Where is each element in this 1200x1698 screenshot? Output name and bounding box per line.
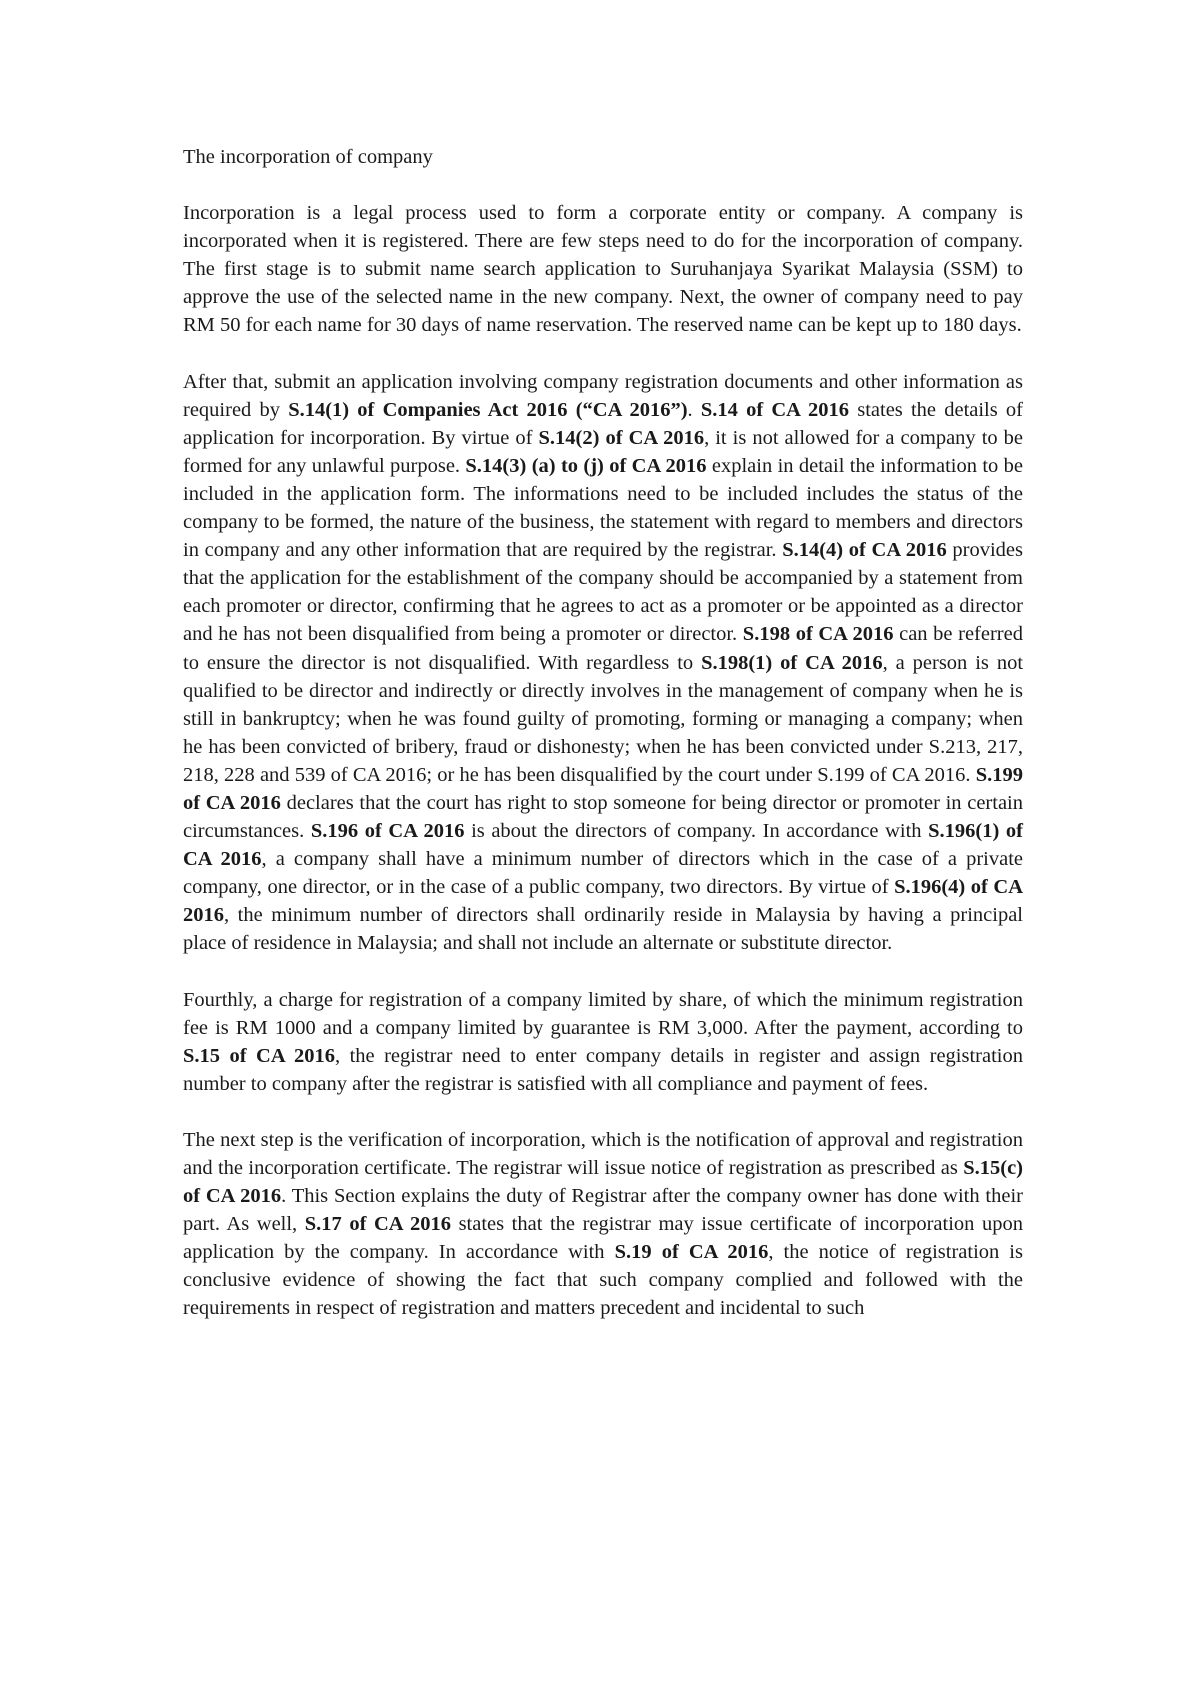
text-run: .: [687, 398, 701, 421]
text-run: , the minimum number of directors shall ordinarily reside in Malaysia by having a principal place of residence in Malaysia; and shall not include an alternate or substitute director.: [183, 904, 1023, 955]
legal-citation: S.196(1) of CA 2016: [183, 820, 1023, 871]
legal-citation: S.198 of CA 2016: [742, 623, 894, 646]
legal-citation: S.14(2) of CA 2016: [538, 426, 705, 449]
text-run: is about the directors of company. In accordance with: [464, 820, 929, 843]
legal-citation: S.14(1) of Companies Act 2016 (“CA 2016”): [288, 398, 688, 421]
text-run: . This Section explains the duty of Registrar after the company owner has done with their part. As well,: [183, 1185, 1023, 1236]
text-run: states the details of application for incorporation. By virtue of: [183, 398, 1023, 449]
legal-citation: S.198(1) of CA 2016: [701, 651, 883, 674]
text-run: Incorporation is a legal process used to form a corporate entity or company. A company is incorporated when it is registered. There are few steps need to do for the incorporation of company. The first stage is to submit name search application to Suruhanjaya Syarikat Malaysia (SSM) to approve the use of the selected name in the new company. Next, the owner of company need to pay RM 50 for each name for 30 days of name reservation. The reserved name can be kept up to 180 days.: [183, 202, 1023, 337]
document-title: The incorporation of company: [183, 146, 433, 168]
text-run: can be referred to ensure the director is not disqualified. With regardless to: [183, 623, 1023, 674]
legal-citation: S.15 of CA 2016: [183, 1044, 335, 1067]
legal-citation: S.15(c) of CA 2016: [183, 1157, 1023, 1208]
paragraph-4: [183, 1126, 1023, 1323]
text-run: , the registrar need to enter company details in register and assign registration number to company after the registrar is satisfied with all compliance and payment of fees.: [183, 1044, 1023, 1095]
paragraph-1: [183, 199, 1023, 339]
legal-citation: S.196 of CA 2016: [310, 820, 465, 843]
text-run: explain in detail the information to be included in the application form. The informations need to be included includes the status of the company to be formed, the nature of the business, the statement with regard to members and directors in company and any other information that are required by the registrar.: [183, 454, 1023, 562]
legal-citation: S.14(4) of CA 2016: [782, 539, 947, 562]
paragraph-3: [183, 986, 1023, 1098]
legal-citation: S.14 of CA 2016: [700, 398, 850, 421]
legal-citation: S.196(4) of CA 2016: [183, 876, 1023, 927]
text-run: , a company shall have a minimum number of directors which in the case of a private company, one director, or in the case of a public company, two directors. By virtue of: [183, 848, 1023, 899]
text-run: provides that the application for the establishment of the company should be accompanied by a statement from each promoter or director, confirming that he agrees to act as a promoter or be appointed as a director and he has not been disqualified from being a promoter or director.: [183, 539, 1023, 646]
paragraph-2: [183, 368, 1023, 958]
text-run: After that, submit an application involving company registration documents and other information as required by: [183, 370, 1023, 421]
text-run: , it is not allowed for a company to be formed for any unlawful purpose.: [183, 426, 1024, 477]
legal-citation: S.19 of CA 2016: [614, 1241, 769, 1264]
document-body: [183, 199, 1023, 1322]
text-run: declares that the court has right to stop someone for being director or promoter in certain circumstances.: [183, 791, 1023, 843]
text-run: Fourthly, a charge for registration of a company limited by share, of which the minimum registration fee is RM 1000 and a company limited by guarantee is RM 3,000. After the payment, according to: [183, 988, 1023, 1039]
legal-citation: S.17 of CA 2016: [304, 1213, 452, 1236]
text-run: , the notice of registration is conclusive evidence of showing the fact that such company complied and followed with the requirements in respect of registration and matters precedent and incidental to such: [183, 1241, 1023, 1320]
text-run: The next step is the verification of incorporation, which is the notification of approval and registration and the incorporation certificate. The registrar will issue notice of registration as prescribed as: [183, 1128, 1023, 1179]
legal-citation: S.14(3) (a) to (j) of CA 2016: [465, 454, 707, 477]
document-page: [183, 143, 1023, 1351]
text-run: states that the registrar may issue certificate of incorporation upon application by the company. In accordance with: [183, 1213, 1023, 1264]
text-run: , a person is not qualified to be director and indirectly or directly involves in the management of company when he is still in bankruptcy; when he was found guilty of promoting, forming or managing a company; when he has been convicted of bribery, fraud or dishonesty; when he has been convicted under S.213, 217, 218, 228 and 539 of CA 2016; or he has been disqualified by the court under S.199 of CA 2016.: [183, 651, 1024, 786]
legal-citation: S.199 of CA 2016: [183, 763, 1023, 814]
